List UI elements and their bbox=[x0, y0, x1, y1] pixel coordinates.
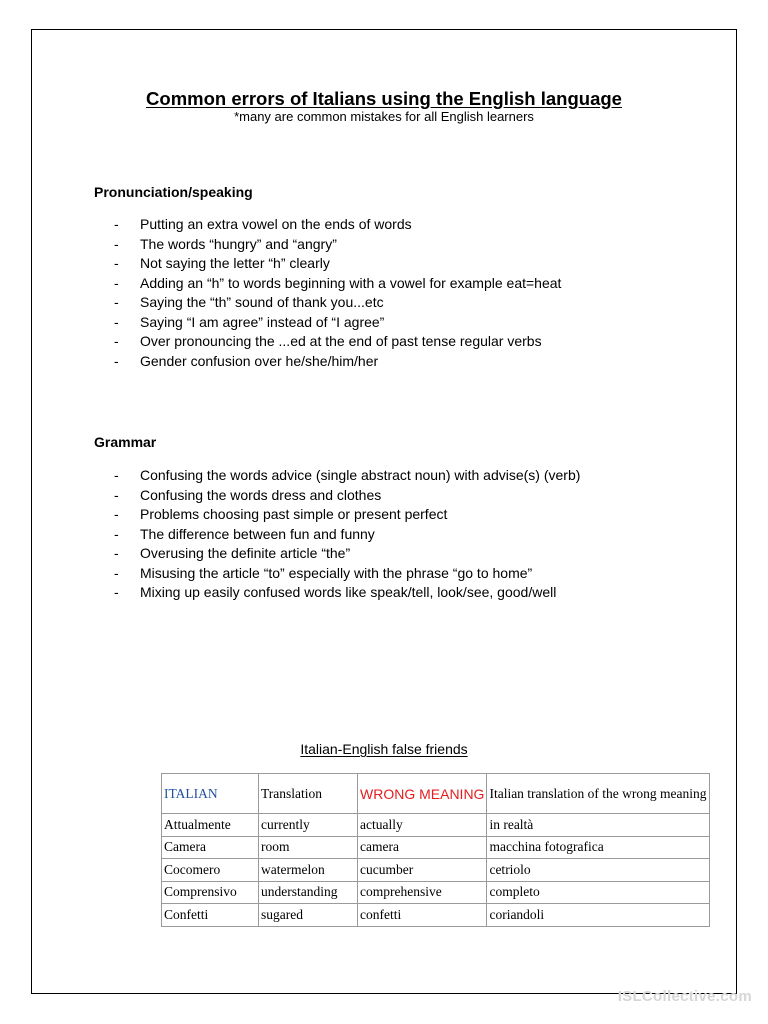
pronunciation-heading: Pronunciation/speaking bbox=[94, 184, 253, 200]
header-wrong-meaning: WRONG MEANING bbox=[358, 774, 487, 814]
table-cell: room bbox=[259, 836, 358, 859]
table-cell: Camera bbox=[162, 836, 259, 859]
table-row bbox=[162, 904, 710, 927]
table-cell: confetti bbox=[358, 904, 487, 927]
table-cell: Comprensivo bbox=[162, 881, 259, 904]
table-cell: cucumber bbox=[358, 859, 487, 882]
header-italian-translation: Italian translation of the wrong meaning bbox=[487, 774, 709, 814]
grammar-heading: Grammar bbox=[94, 434, 157, 450]
table-row bbox=[162, 859, 710, 882]
header-italian: ITALIAN bbox=[162, 774, 259, 814]
table-cell: comprehensive bbox=[358, 881, 487, 904]
table-cell: currently bbox=[259, 814, 358, 837]
document-subtitle: *many are common mistakes for all English learners bbox=[234, 109, 534, 124]
table-row bbox=[162, 881, 710, 904]
table-cell: completo bbox=[487, 881, 709, 904]
table-cell: Attualmente bbox=[162, 814, 259, 837]
table-cell: in realtà bbox=[487, 814, 709, 837]
table-cell: understanding bbox=[259, 881, 358, 904]
table-cell: actually bbox=[358, 814, 487, 837]
table-cell: sugared bbox=[259, 904, 358, 927]
header-translation: Translation bbox=[259, 774, 358, 814]
table-header-row bbox=[162, 774, 710, 814]
table-row bbox=[162, 814, 710, 837]
table-cell: Confetti bbox=[162, 904, 259, 927]
table-cell: macchina fotografica bbox=[487, 836, 709, 859]
table-row bbox=[162, 836, 710, 859]
watermark: ISLCollective.com bbox=[617, 988, 752, 1005]
false-friends-caption: Italian-English false friends bbox=[300, 741, 468, 757]
document-title: Common errors of Italians using the English language bbox=[146, 88, 622, 109]
table-cell: Cocomero bbox=[162, 859, 259, 882]
table-cell: coriandoli bbox=[487, 904, 709, 927]
table-cell: camera bbox=[358, 836, 487, 859]
table-cell: watermelon bbox=[259, 859, 358, 882]
table-cell: cetriolo bbox=[487, 859, 709, 882]
false-friends-table bbox=[161, 773, 710, 927]
